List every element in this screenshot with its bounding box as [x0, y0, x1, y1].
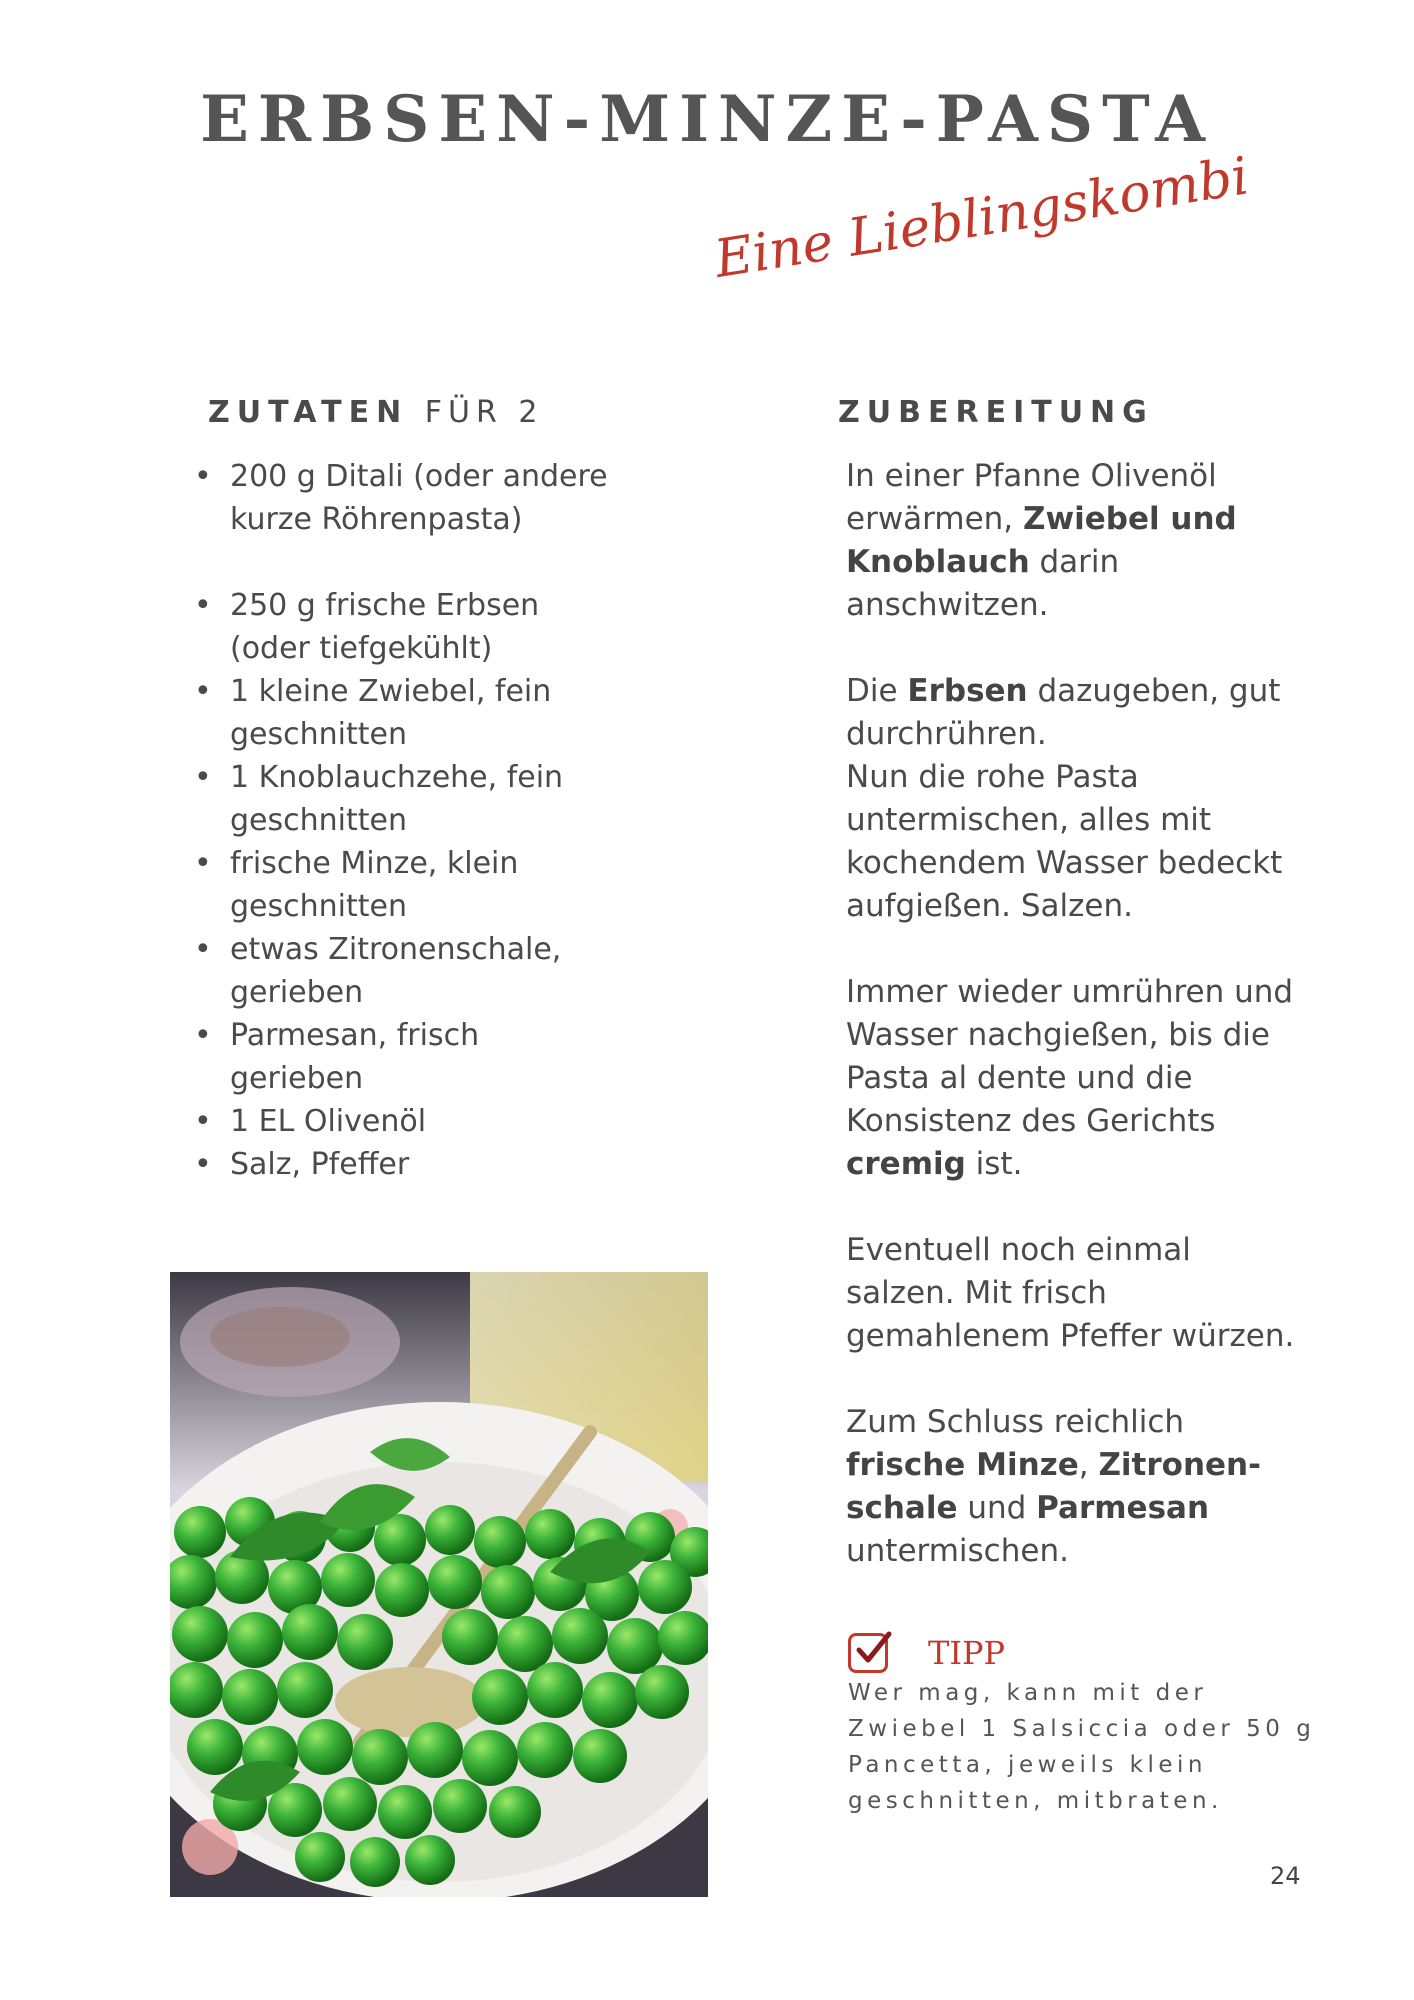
- tip-text: Wer mag, kann mit der Zwiebel 1 Salsiccia oder 50 g Pancetta, jeweils klein geschnitten, mitbraten.: [848, 1680, 1316, 1814]
- tip-label: TIPP: [928, 1634, 1006, 1672]
- ingredient-item: • 1 kleine Zwiebel, fein geschnitten: [190, 670, 620, 756]
- bullet-icon: •: [194, 588, 212, 623]
- bullet-icon: •: [194, 1018, 212, 1053]
- ingredient-item: • 200 g Ditali (oder andere kurze Röhrenpasta): [190, 455, 620, 541]
- checkbox-checked-icon: [848, 1633, 888, 1673]
- preparation-text: [846, 455, 1306, 1616]
- page-title: ERBSEN-MINZE-PASTA: [200, 82, 1214, 157]
- ingredients-list: [190, 455, 620, 1186]
- tip-header: [848, 1630, 1005, 1676]
- ingredient-item: • frische Minze, klein geschnitten: [190, 842, 620, 928]
- ingredient-item: • 1 Knoblauchzehe, fein geschnitten: [190, 756, 620, 842]
- prep-step-1: In einer Pfanne Olivenöl erwärmen, Zwiebel und Knoblauch darin anschwitzen.: [846, 458, 1237, 623]
- ingredients-heading-bold: ZUTATEN: [208, 395, 409, 430]
- ingredient-item: • Parmesan, frisch gerieben: [190, 1014, 620, 1100]
- prep-step-4: Immer wieder umrühren und Wasser nachgießen, bis die Pasta al dente und die Konsistenz des Gerichts cremig ist.: [846, 974, 1294, 1182]
- prep-step-2: Die Erbsen dazugeben, gut durchrühren.: [846, 673, 1281, 752]
- ingredients-heading: [208, 395, 543, 430]
- bullet-icon: •: [194, 760, 212, 795]
- preparation-heading: ZUBEREITUNG: [838, 395, 1154, 430]
- bullet-icon: •: [194, 1104, 212, 1139]
- bullet-icon: •: [194, 932, 212, 967]
- bullet-icon: •: [194, 674, 212, 709]
- tagline: Eine Lieblingskombi: [710, 146, 1253, 290]
- page-number: 24: [1270, 1862, 1301, 1890]
- prep-step-6: Zum Schluss reichlich frische Minze, Zitronen-schale und Parmesan untermischen.: [846, 1404, 1261, 1569]
- ingredient-item: • 1 EL Olivenöl: [190, 1100, 620, 1143]
- ingredient-item: • etwas Zitronenschale, gerieben: [190, 928, 620, 1014]
- bullet-icon: •: [194, 846, 212, 881]
- prep-step-3: Nun die rohe Pasta untermischen, alles mit kochendem Wasser bedeckt aufgießen. Salzen.: [846, 759, 1283, 924]
- ingredient-item: • 250 g frische Erbsen (oder tiefgekühlt): [190, 584, 620, 670]
- bullet-icon: •: [194, 459, 212, 494]
- pea-dish-photo: [170, 1272, 708, 1897]
- ingredient-item: • Salz, Pfeffer: [190, 1143, 620, 1186]
- bullet-icon: •: [194, 1147, 212, 1182]
- ingredients-heading-servings: FÜR 2: [424, 395, 544, 430]
- prep-step-5: Eventuell noch einmal salzen. Mit frisch gemahlenem Pfeffer würzen.: [846, 1232, 1295, 1354]
